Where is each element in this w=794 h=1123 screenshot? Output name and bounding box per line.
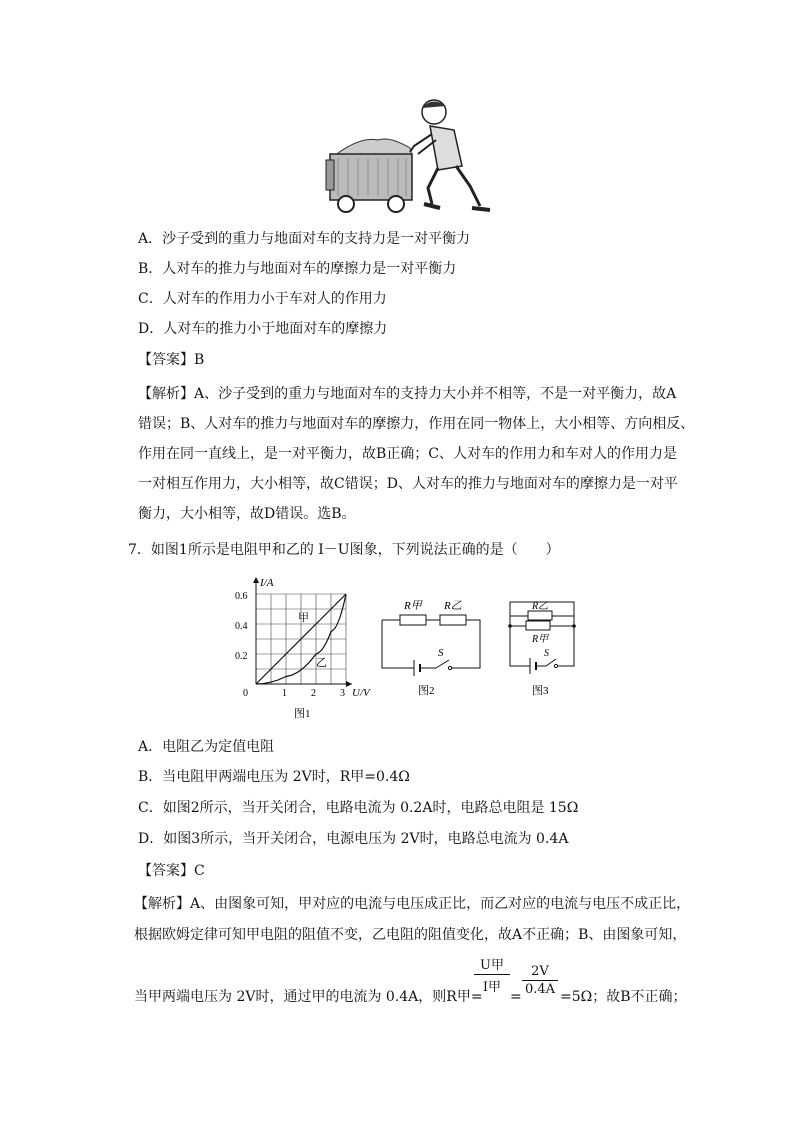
resistor-yi-label: R乙 bbox=[532, 601, 549, 612]
series-circuit-figure bbox=[374, 590, 486, 702]
y-tick-label: 0.6 bbox=[235, 591, 248, 602]
y-axis-label: I/A bbox=[260, 577, 274, 589]
figure-caption: 图1 bbox=[294, 708, 311, 720]
junction-dot bbox=[508, 624, 512, 628]
resistor-jia-label: R甲 bbox=[532, 634, 549, 645]
equals-sign: = bbox=[510, 989, 522, 1005]
parallel-circuit-figure bbox=[504, 596, 580, 708]
x-tick-label: 1 bbox=[282, 688, 287, 699]
fraction-numerator: 2V bbox=[531, 964, 549, 979]
switch-label: S bbox=[544, 648, 549, 659]
x-axis-label: U/V bbox=[352, 687, 370, 699]
option-c: C．人对车的作用力小于车对人的作用力 bbox=[138, 291, 387, 307]
boy-pushing-cart-illustration bbox=[320, 96, 500, 220]
analysis-line: 衡力，大小相等，故D错误。选B。 bbox=[138, 506, 356, 522]
switch-contact bbox=[448, 666, 451, 669]
analysis-line: 错误；B、人对车的推力与地面对车的摩擦力，作用在同一物体上，大小相等、方向相反、 bbox=[138, 416, 695, 432]
series-jia-label: 甲 bbox=[298, 612, 309, 624]
fraction-denominator: 0.4A bbox=[524, 982, 556, 997]
y-axis-arrow bbox=[253, 577, 259, 583]
fraction-values bbox=[522, 964, 558, 997]
junction-dot bbox=[572, 624, 576, 628]
iu-graph-figure bbox=[232, 574, 382, 724]
series-yi-label: 乙 bbox=[316, 657, 327, 669]
answer-label: 【答案】C bbox=[138, 863, 205, 879]
analysis-formula-prefix: 当甲两端电压为 2V时，通过甲的电流为 0.4A，则R甲= bbox=[134, 989, 483, 1005]
option-b: B．当电阻甲两端电压为 2V时，R甲=0.4Ω bbox=[138, 769, 410, 785]
option-a: A．沙子受到的重力与地面对车的支持力是一对平衡力 bbox=[138, 231, 471, 247]
fraction-numerator: U甲 bbox=[480, 958, 504, 973]
x-tick-label: 3 bbox=[340, 688, 345, 699]
switch-contact bbox=[554, 664, 557, 667]
analysis-line: 作用在同一直线上，是一对平衡力，故B正确；C、人对车的作用力和车对人的作用力是 bbox=[138, 446, 677, 462]
option-d: D．如图3所示，当开关闭合，电源电压为 2V时，电路总电流为 0.4A bbox=[138, 831, 569, 847]
x-tick-label: 2 bbox=[311, 688, 316, 699]
analysis-line: 【解析】A、沙子受到的重力与地面对车的支持力大小并不相等，不是一对平衡力，故A bbox=[138, 386, 677, 402]
option-c: C．如图2所示，当开关闭合，电路电流为 0.2A时，电路总电阻是 15Ω bbox=[138, 800, 579, 816]
option-d: D．人对车的推力小于地面对车的摩擦力 bbox=[138, 321, 388, 337]
option-b: B．人对车的推力与地面对车的摩擦力是一对平衡力 bbox=[138, 261, 457, 277]
resistor-jia bbox=[526, 621, 550, 630]
resistor-jia bbox=[400, 615, 426, 625]
figure-caption: 图3 bbox=[532, 685, 549, 697]
y-tick-label: 0.2 bbox=[235, 651, 248, 662]
figure-caption: 图2 bbox=[418, 685, 435, 697]
switch-label: S bbox=[438, 647, 444, 659]
resistor-yi-label: R乙 bbox=[444, 600, 462, 612]
analysis-line: 一对相互作用力，大小相等，故C错误；D、人对车的推力与地面对车的摩擦力是一对平 bbox=[138, 476, 678, 492]
resistor-yi bbox=[528, 611, 552, 620]
answer-label: 【答案】B bbox=[138, 352, 205, 368]
analysis-formula-suffix: =5Ω；故B不正确； bbox=[560, 989, 687, 1005]
x-tick-label: 0 bbox=[243, 688, 248, 699]
resistor-yi bbox=[440, 615, 466, 625]
question-7: 7．如图1所示是电阻甲和乙的 I－U图象，下列说法正确的是（ ） bbox=[128, 542, 560, 558]
resistor-jia-label: R甲 bbox=[404, 600, 422, 612]
y-tick-label: 0.4 bbox=[235, 621, 248, 632]
analysis-line: 根据欧姆定律可知甲电阻的阻值不变，乙电阻的阻值变化，故A不正确；B、由图象可知， bbox=[134, 927, 687, 943]
fraction-u-over-i bbox=[474, 954, 510, 995]
circuit-wire bbox=[382, 620, 480, 668]
switch-blade bbox=[436, 660, 449, 668]
fraction-denominator: I甲 bbox=[482, 980, 502, 995]
option-a: A．电阻乙为定值电阻 bbox=[138, 739, 275, 755]
analysis-line: 【解析】A、由图象可知，甲对应的电流与电压成正比，而乙对应的电流与电压不成正比， bbox=[134, 896, 691, 912]
